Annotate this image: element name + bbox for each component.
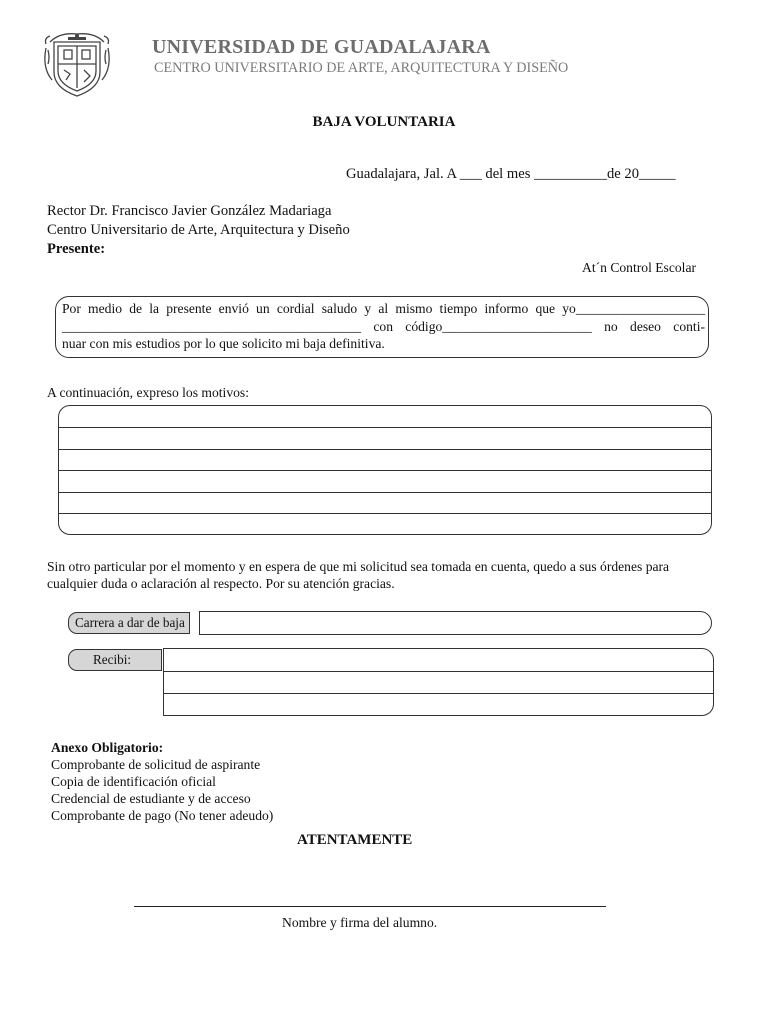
- recibi-field[interactable]: [163, 648, 714, 716]
- carrera-field[interactable]: [199, 611, 712, 635]
- closing-line-1: Sin otro particular por el momento y en espera de que mi solicitud sea tomada en cuenta, quedo a sus órdenes para: [47, 559, 670, 574]
- annex-item: Copia de identificación oficial: [51, 774, 216, 789]
- date-line: Guadalajara, Jal. A ___ del mes __________de 20_____: [346, 166, 676, 182]
- recibi-line: [164, 693, 713, 694]
- atentamente-heading: ATENTAMENTE: [297, 832, 413, 848]
- attention-line: At´n Control Escolar: [582, 260, 697, 275]
- annex-title: Anexo Obligatorio:: [51, 740, 164, 755]
- statement-line-2: ____________________________________________ con código______________________ no deseo conti-: [62, 319, 705, 334]
- closing-line-2: cualquier duda o aclaración al respecto. Por su atención gracias.: [47, 576, 395, 591]
- annex-item: Comprobante de solicitud de aspirante: [51, 757, 261, 772]
- reasons-line: [59, 492, 711, 493]
- recipient-name: Rector Dr. Francisco Javier González Madariaga: [47, 203, 332, 219]
- signature-line[interactable]: [134, 906, 606, 907]
- statement-line-3: nuar con mis estudios por lo que solicito mi baja definitiva.: [62, 336, 385, 351]
- university-name: UNIVERSIDAD DE GUADALAJARA: [152, 36, 491, 58]
- recibi-label: Recibi:: [68, 649, 162, 671]
- university-shield-logo: [40, 28, 114, 100]
- reasons-label: A continuación, expreso los motivos:: [47, 385, 249, 400]
- reasons-line: [59, 427, 711, 428]
- recipient-institution: Centro Universitario de Arte, Arquitectura y Diseño: [47, 222, 350, 238]
- annex-item: Comprobante de pago (No tener adeudo): [51, 808, 274, 823]
- presente-label: Presente:: [47, 241, 106, 257]
- annex-item: Credencial de estudiante y de acceso: [51, 791, 251, 806]
- reasons-line: [59, 470, 711, 471]
- reasons-box[interactable]: [58, 405, 712, 535]
- statement-box: [55, 296, 709, 358]
- reasons-line: [59, 513, 711, 514]
- signature-label: Nombre y firma del alumno.: [282, 915, 438, 930]
- document-title: BAJA VOLUNTARIA: [312, 114, 456, 130]
- reasons-line: [59, 449, 711, 450]
- university-center-name: CENTRO UNIVERSITARIO DE ARTE, ARQUITECTURA Y DISEÑO: [154, 60, 569, 76]
- statement-line-1: Por medio de la presente envió un cordial saludo y al mismo tiempo informo que yo___________________: [62, 301, 705, 316]
- carrera-label: Carrera a dar de baja: [68, 612, 190, 634]
- recibi-line: [164, 671, 713, 672]
